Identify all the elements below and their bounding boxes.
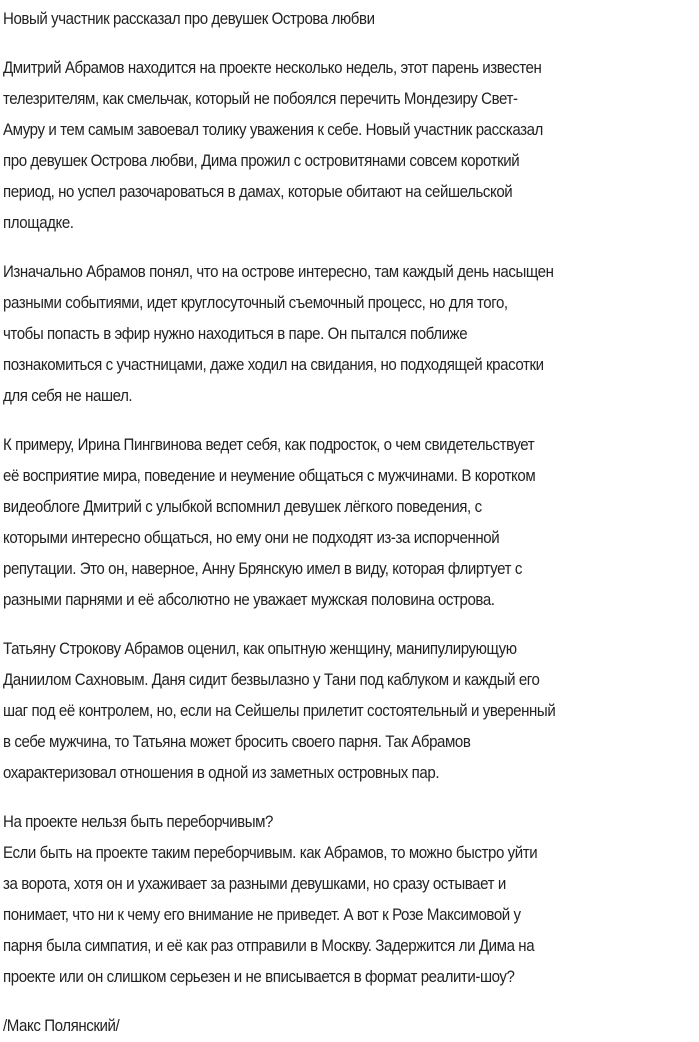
text-line: которыми интересно общаться, но ему они не подходят из-за испорченной — [3, 529, 500, 547]
text-line: К примеру, Ирина Пингвинова ведет себя, как подросток, о чем свидетельствует — [3, 436, 535, 454]
text-line: разными парнями и её абсолютно не уважает мужская половина острова. — [3, 591, 495, 609]
text-line: Амуру и тем самым завоевал толику уважения к себе. Новый участник рассказал — [3, 121, 543, 139]
text-line: про девушек Острова любви, Дима прожил с островитянами совсем короткий — [3, 152, 520, 170]
author-signature: /Макс Полянский/ — [3, 1017, 120, 1035]
text-line: период, но успел разочароваться в дамах, которые обитают на сейшельской — [3, 183, 513, 201]
text-line: охарактеризовал отношения в одной из заметных островных пар. — [3, 764, 440, 782]
text-line: в себе мужчина, то Татьяна может бросить своего парня. Так Абрамов — [3, 733, 471, 751]
text-line: Даниилом Сахновым. Даня сидит безвылазно у Тани под каблуком и каждый его — [3, 671, 540, 689]
subheading-line: На проекте нельзя быть переборчивым? — [3, 813, 274, 831]
text-line: репутации. Это он, наверное, Анну Брянскую имел в виду, которая флиртует с — [3, 560, 522, 578]
paragraph-intro — [3, 53, 697, 239]
text-line: шаг под её контролем, но, если на Сейшелы прилетит состоятельный и уверенный — [3, 702, 556, 720]
paragraph-examples — [3, 430, 697, 616]
text-line: за ворота, хотя он и ухаживает за разными девушками, но сразу остывает и — [3, 875, 506, 893]
text-line: понимает, что ни к чему его внимание не приведет. А вот к Розе Максимовой у — [3, 906, 521, 924]
paragraph-picky — [3, 807, 697, 993]
article-title: Новый участник рассказал про девушек Острова любви — [3, 10, 375, 28]
text-line: Татьяну Строкову Абрамов оценил, как опытную женщину, манипулирующую — [3, 640, 517, 658]
paragraph-tatyana — [3, 634, 697, 789]
article — [3, 4, 697, 1042]
text-line: для себя не нашел. — [3, 387, 133, 405]
text-line: видеоблоге Дмитрий с улыбкой вспомнил девушек лёгкого поведения, с — [3, 498, 482, 516]
text-line: Изначально Абрамов понял, что на острове интересно, там каждый день насыщен — [3, 263, 554, 281]
text-line: познакомиться с участницами, даже ходил на свидания, но подходящей красотки — [3, 356, 544, 374]
text-line: телезрителям, как смельчак, который не побоялся перечить Мондезиру Свет- — [3, 90, 518, 108]
text-line: её восприятие мира, поведение и неумение общаться с мужчинами. В коротком — [3, 467, 536, 485]
text-line: Если быть на проекте таким переборчивым. как Абрамов, то можно быстро уйти — [3, 844, 538, 862]
text-line: проекте или он слишком серьезен и не вписывается в формат реалити-шоу? — [3, 968, 515, 986]
text-line: разными событиями, идет круглосуточный съемочный процесс, но для того, — [3, 294, 508, 312]
text-line: чтобы попасть в эфир нужно находиться в паре. Он пытался поближе — [3, 325, 468, 343]
text-line: Дмитрий Абрамов находится на проекте несколько недель, этот парень известен — [3, 59, 542, 77]
text-line: парня была симпатия, и её как раз отправили в Москву. Задержится ли Дима на — [3, 937, 535, 955]
paragraph-initial-impression — [3, 257, 697, 412]
text-line: площадке. — [3, 214, 74, 232]
